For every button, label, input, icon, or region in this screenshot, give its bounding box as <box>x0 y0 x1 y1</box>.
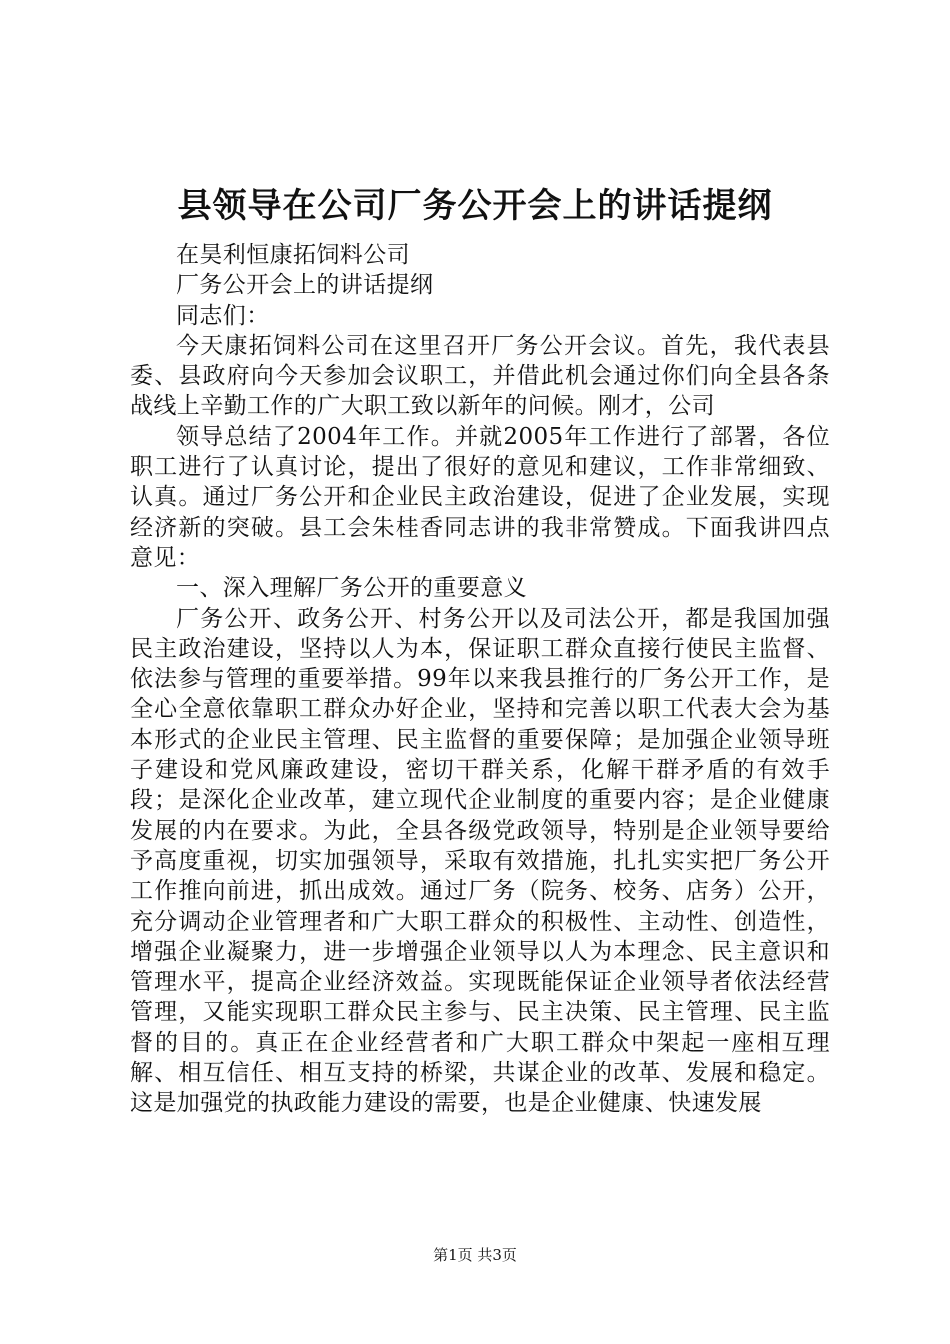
document-title: 县领导在公司厂务公开会上的讲话提纲 <box>177 186 773 226</box>
paragraph-2: 领导总结了2004年工作。并就2005年工作进行了部署，各位职工进行了认真讨论，提出了很好的意见和建议，工作非常细致、认真。通过厂务公开和企业民主政治建设，促进了企业发展，实现经济新的突破。县工会朱桂香同志讲的我非常赞成。下面我讲四点意见： <box>130 423 830 571</box>
section-heading-1: 一、深入理解厂务公开的重要意义 <box>176 575 527 602</box>
subtitle-line-2: 厂务公开会上的讲话提纲 <box>176 272 434 299</box>
page-footer: 第1页 共3页 <box>433 1246 517 1264</box>
paragraph-3: 厂务公开、政务公开、村务公开以及司法公开，都是我国加强民主政治建设，坚持以人为本，保证职工群众直接行使民主监督、依法参与管理的重要举措。99年以来我县推行的厂务公开工作，是全心全意依靠职工群众办好企业，坚持和完善以职工代表大会为基本形式的企业民主管理、民主监督的重要保障；是加强企业领导班子建设和党风廉政建设，密切干群关系，化解干群矛盾的有效手段；是深化企业改革，建立现代企业制度的重要内容；是企业健康发展的内在要求。为此，全县各级党政领导，特别是企业领导要给予高度重视，切实加强领导，采取有效措施，扎扎实实把厂务公开工作推向前进，抓出成效。通过厂务（院务、校务、店务）公开，充分调动企业管理者和广大职工群众的积极性、主动性、创造性，增强企业凝聚力，进一步增强企业领导以人为本理念、民主意识和管理水平，提高企业经济效益。实现既能保证企业领导者依法经营管理，又能实现职工群众民主参与、民主决策、民主管理、民主监督的目的。真正在企业经营者和广大职工群众中架起一座相互理解、相互信任、相互支持的桥梁，共谋企业的改革、发展和稳定。这是加强党的执政能力建设的需要，也是企业健康、快速发展 <box>130 605 830 1117</box>
salutation: 同志们： <box>176 302 270 329</box>
subtitle-line-1: 在昊利恒康拓饲料公司 <box>176 242 410 268</box>
paragraph-1: 今天康拓饲料公司在这里召开厂务公开会议。首先，我代表县委、县政府向今天参加会议职工，并借此机会通过你们向全县各条战线上辛勤工作的广大职工致以新年的问候。刚才，公司 <box>130 332 830 420</box>
document-body <box>130 240 830 1119</box>
